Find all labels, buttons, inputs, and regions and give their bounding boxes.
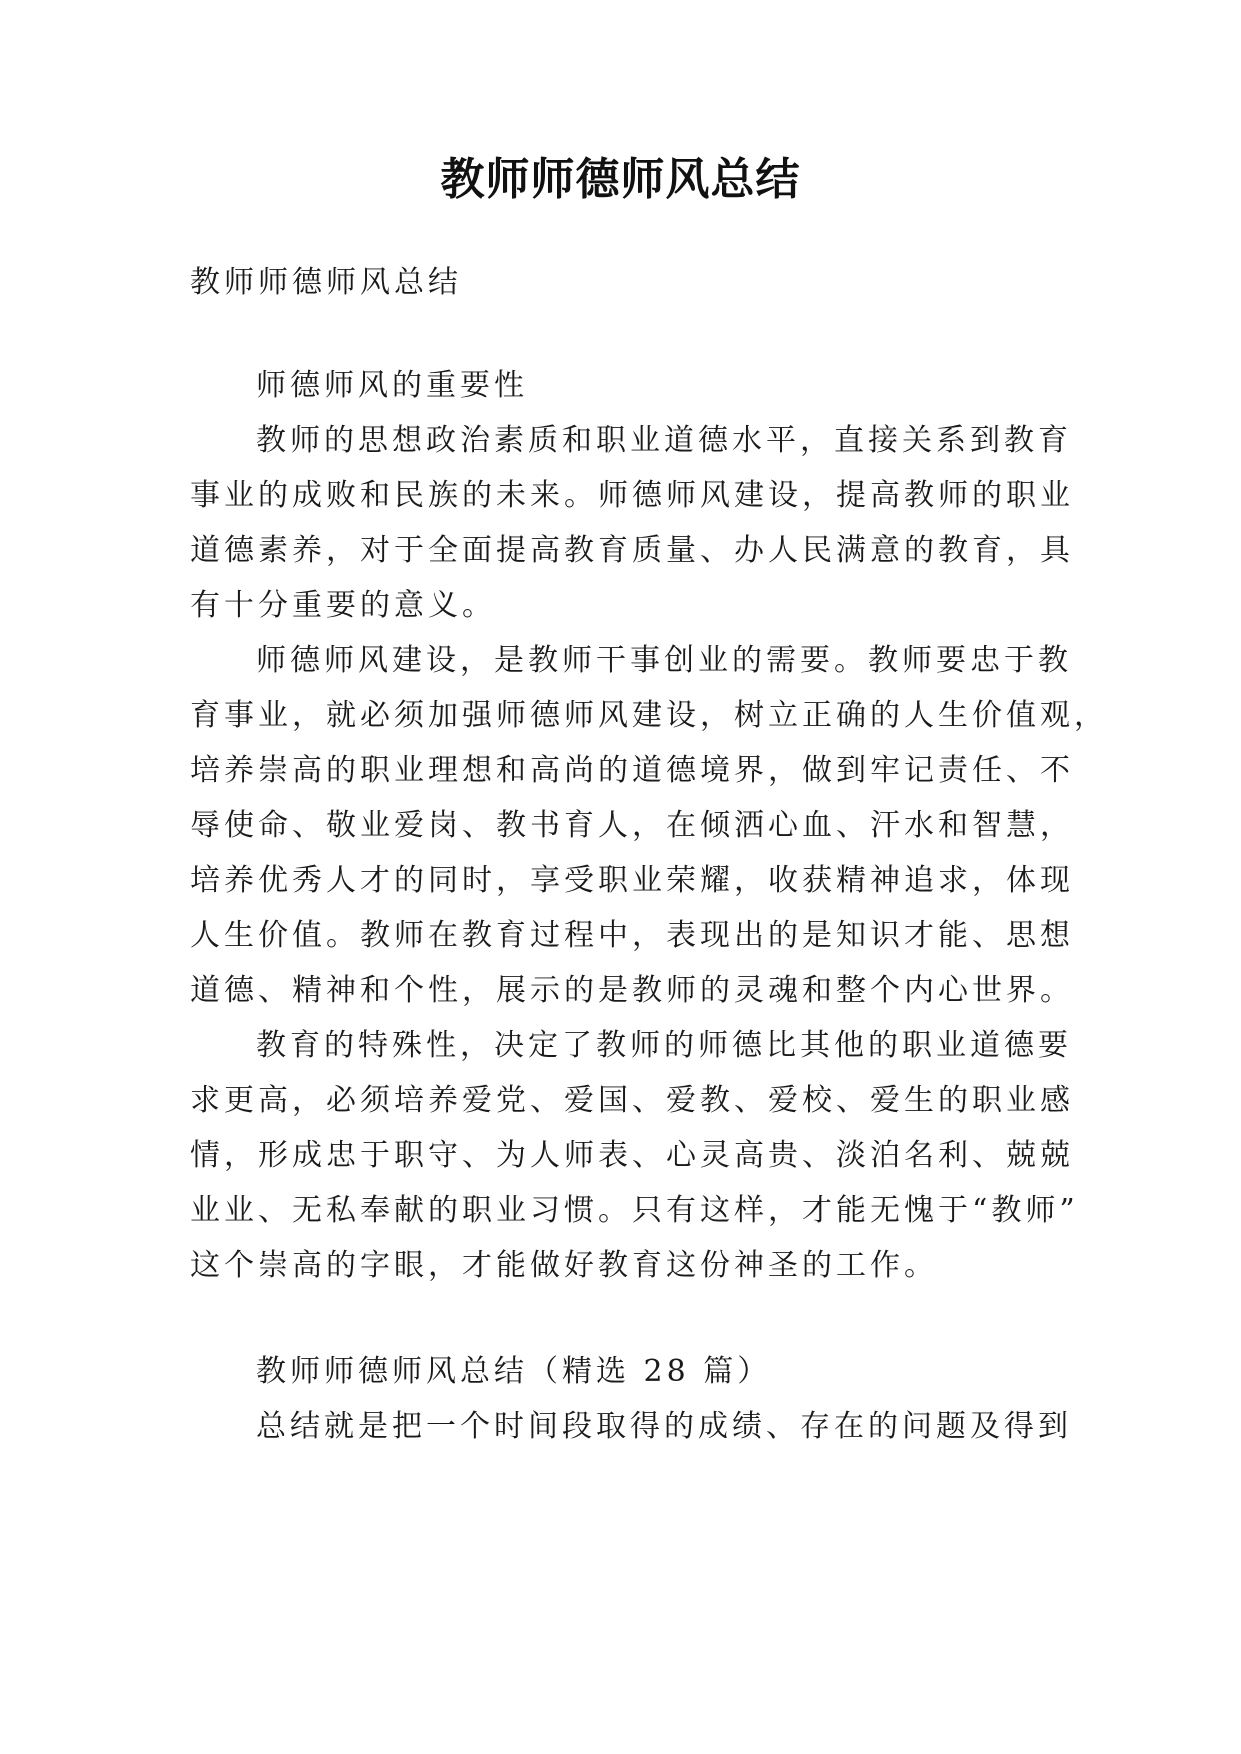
paragraph-line: 培养崇高的职业理想和高尚的道德境界，做到牢记责任、不	[190, 753, 1074, 788]
paragraph-line: 人生价值。教师在教育过程中，表现出的是知识才能、思想	[190, 918, 1074, 953]
document-subtitle: 教师师德师风总结	[190, 265, 462, 300]
paragraph-line: 求更高，必须培养爱党、爱国、爱教、爱校、爱生的职业感	[190, 1083, 1074, 1118]
paragraph-line: 道德素养，对于全面提高教育质量、办人民满意的教育，具	[190, 533, 1074, 568]
paragraph-line: 教育的特殊性，决定了教师的师德比其他的职业道德要	[256, 1028, 1072, 1063]
paragraph-line: 培养优秀人才的同时，享受职业荣耀，收获精神追求，体现	[190, 863, 1074, 898]
paragraph-line: 道德、精神和个性，展示的是教师的灵魂和整个内心世界。	[190, 973, 1074, 1008]
paragraph-line: 这个崇高的字眼，才能做好教育这份神圣的工作。	[190, 1248, 938, 1283]
paragraph-line: 师德师风建设，是教师干事创业的需要。教师要忠于教	[256, 643, 1072, 678]
paragraph-line: 总结就是把一个时间段取得的成绩、存在的问题及得到	[256, 1409, 1072, 1444]
section-heading-importance: 师德师风的重要性	[256, 368, 528, 403]
paragraph-line: 情，形成忠于职守、为人师表、心灵高贵、淡泊名利、兢兢	[190, 1138, 1074, 1173]
document-title: 教师师德师风总结	[440, 154, 801, 205]
paragraph-line: 业业、无私奉献的职业习惯。只有这样，才能无愧于“教师”	[190, 1193, 1079, 1228]
paragraph-line: 育事业，就必须加强师德师风建设，树立正确的人生价值观，	[190, 698, 1108, 733]
paragraph-line: 事业的成败和民族的未来。师德师风建设，提高教师的职业	[190, 478, 1074, 513]
paragraph-line: 有十分重要的意义。	[190, 588, 496, 623]
paragraph-line: 辱使命、敬业爱岗、教书育人，在倾洒心血、汗水和智慧，	[190, 808, 1074, 843]
paragraph-line: 教师的思想政治素质和职业道德水平，直接关系到教育	[256, 423, 1072, 458]
section-heading-selected: 教师师德师风总结（精选 28 篇）	[256, 1354, 772, 1389]
